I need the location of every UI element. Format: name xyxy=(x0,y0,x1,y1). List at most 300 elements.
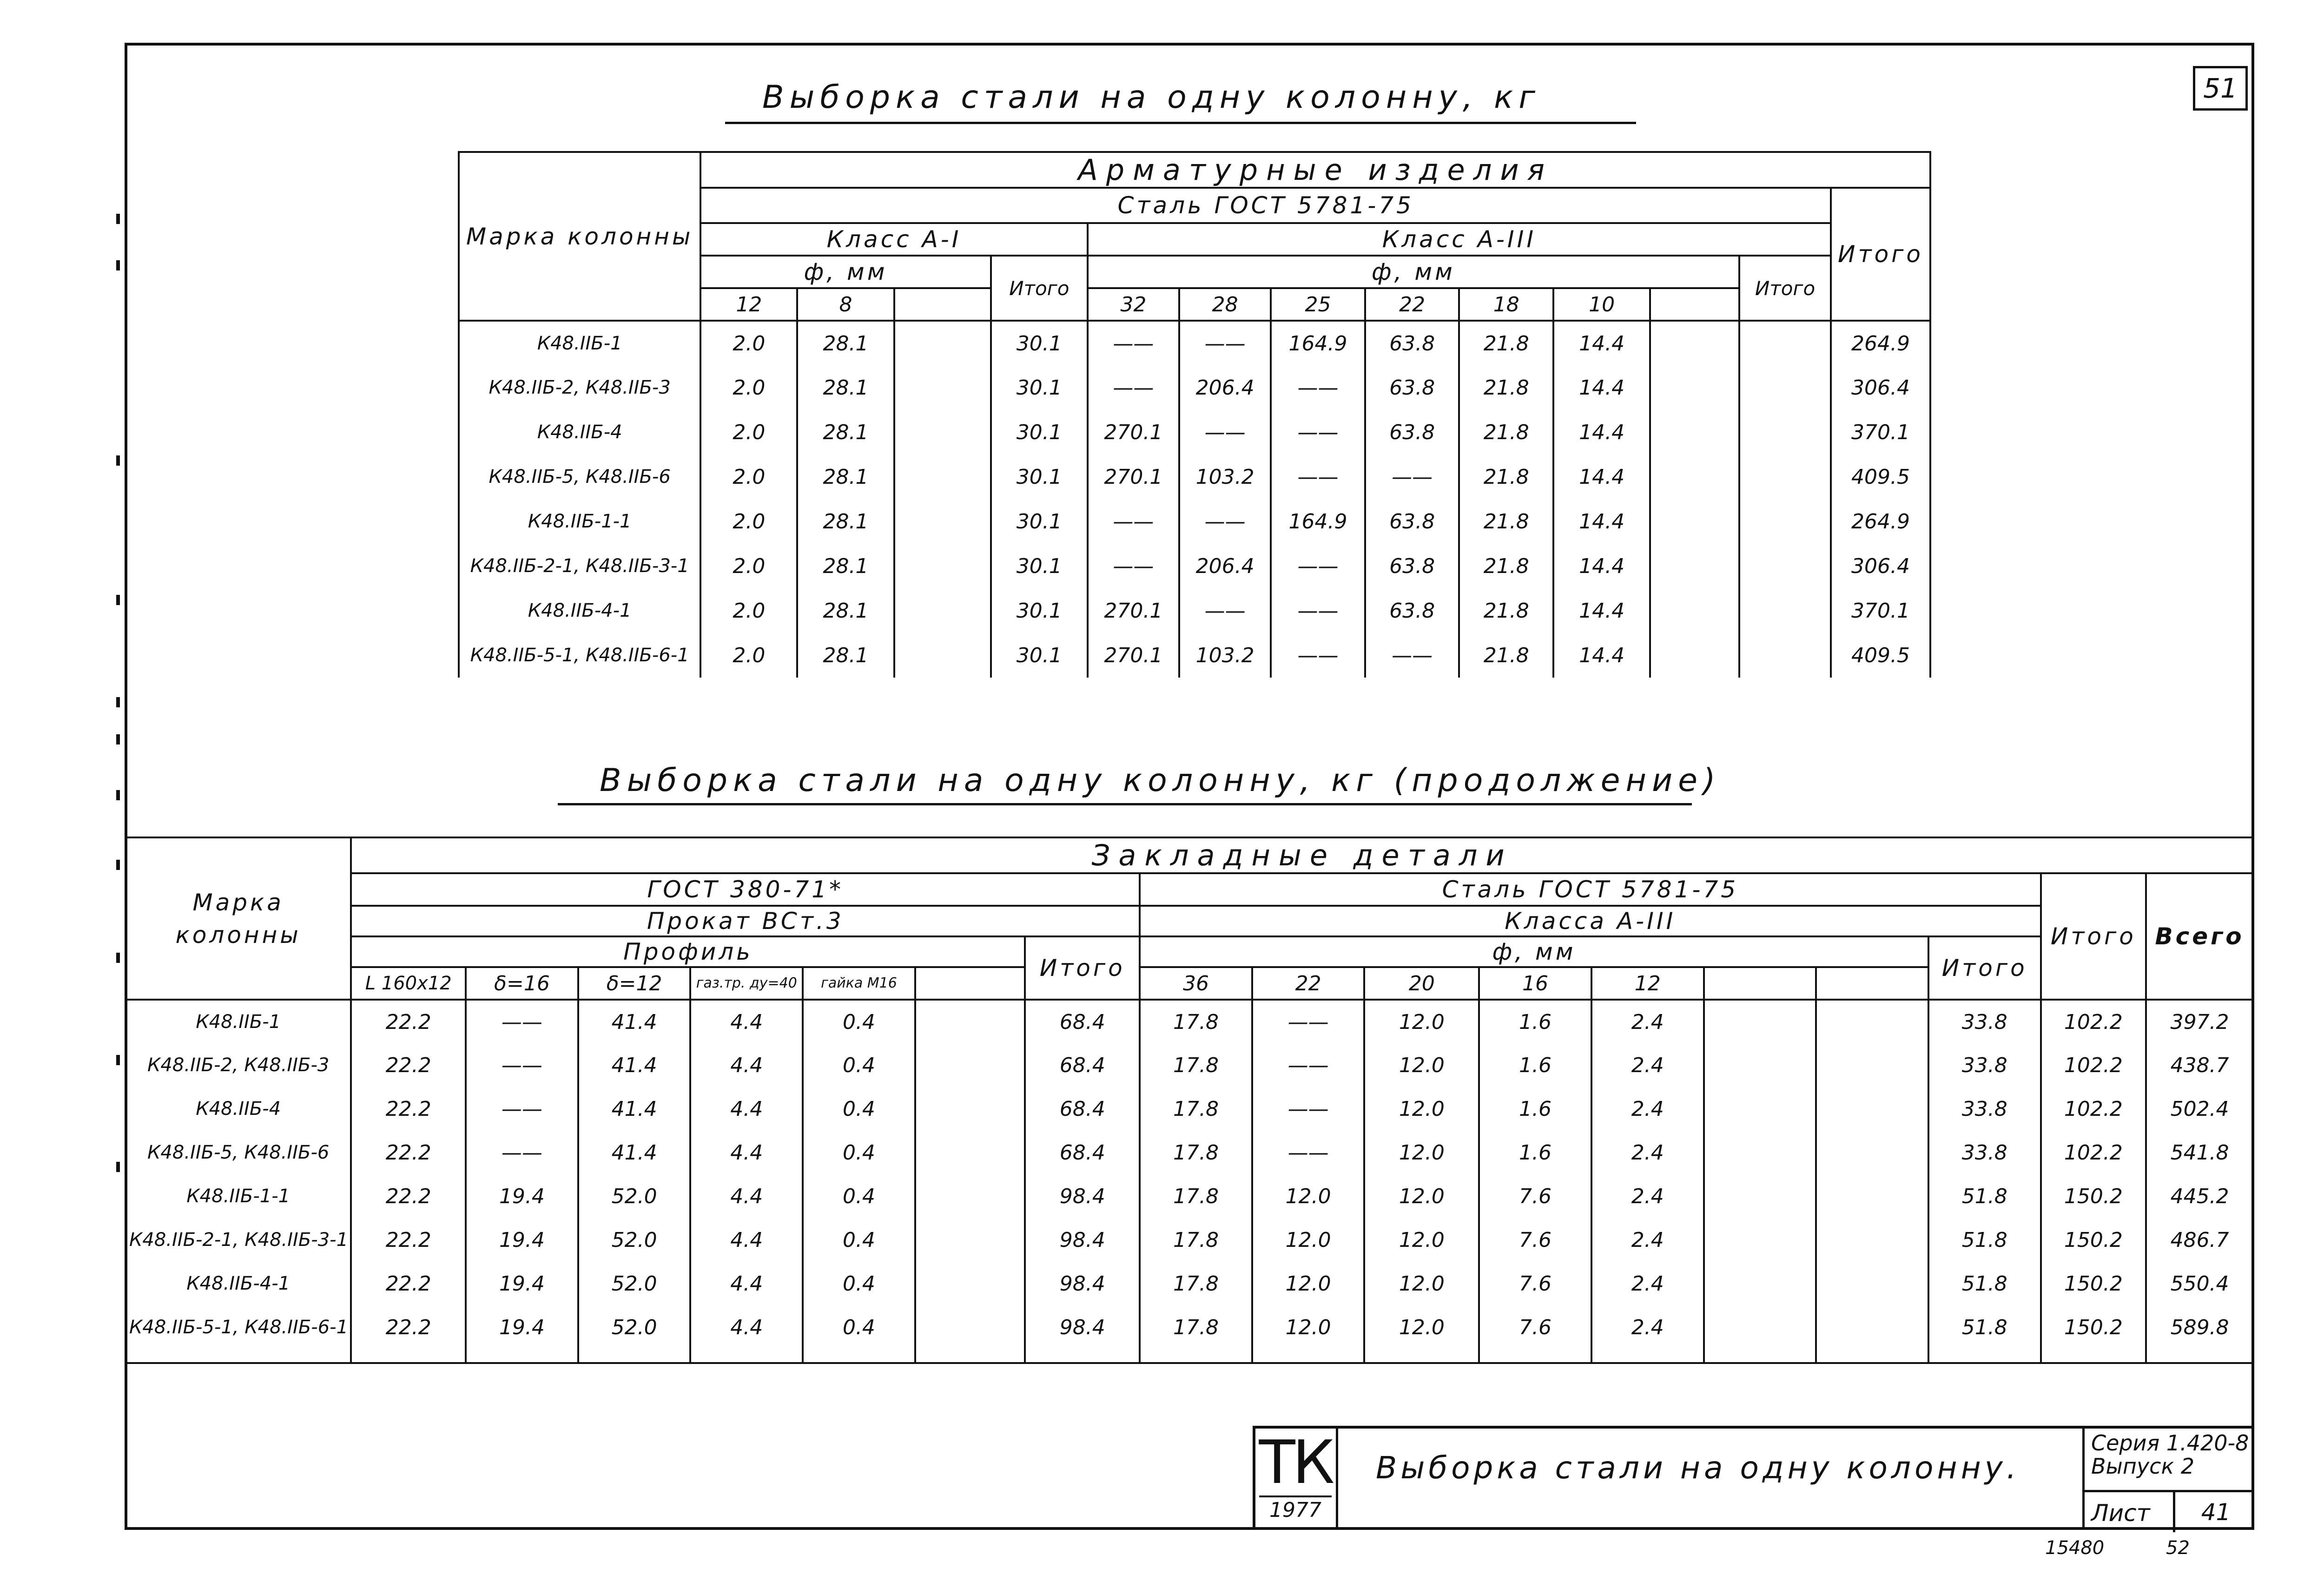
table1-dia-col: 10 xyxy=(1553,288,1650,321)
table1-class3-subtotal: 306.4 xyxy=(1831,544,1930,588)
table2-profile-value: 0.4 xyxy=(803,1131,915,1174)
table1-class3-value: 63.8 xyxy=(1365,321,1459,365)
table1-class3-value: —— xyxy=(1271,365,1365,410)
table2-spacer-cell xyxy=(466,1349,578,1363)
table2-profile-value: 4.4 xyxy=(690,1262,803,1305)
table1-class3-subtotal: 306.4 xyxy=(1831,365,1930,410)
table1-class1-dia-header: ф, мм xyxy=(700,256,990,288)
table2-profile-value: —— xyxy=(466,1043,578,1087)
table2-rebar-value: 12.0 xyxy=(1364,1262,1479,1305)
table2-profile-value: 41.4 xyxy=(578,1087,691,1131)
table1-row xyxy=(459,633,1930,678)
table1-class3-dia-header: ф, мм xyxy=(1088,256,1739,288)
table1-class3-value: —— xyxy=(1365,455,1459,499)
table2-rebar-total: 51.8 xyxy=(1928,1305,2041,1349)
table2-profile-col: δ=16 xyxy=(466,967,578,1000)
table2-mark-cell: К48.IIБ-5, К48.IIБ-6 xyxy=(125,1131,351,1174)
table2-rebar-value xyxy=(1704,1218,1816,1262)
table2-profile-col: δ=12 xyxy=(578,967,691,1000)
table1-class3-value: 21.8 xyxy=(1459,588,1553,633)
table2-dia-col: 22 xyxy=(1252,967,1365,1000)
table2-rebar-value: 12.0 xyxy=(1364,1174,1479,1218)
table2-rebar-total: 51.8 xyxy=(1928,1262,2041,1305)
table1-mark-cell: К48.IIБ-4 xyxy=(459,410,700,455)
table1-class3-value: —— xyxy=(1088,321,1179,365)
table1-row xyxy=(459,455,1930,499)
table2-grand-total: 502.4 xyxy=(2146,1087,2253,1131)
table2-profile-total: 68.4 xyxy=(1025,1043,1140,1087)
table2-spacer-cell xyxy=(2041,1349,2146,1363)
table1-class3-value xyxy=(1650,365,1739,410)
table2-grand-total: 438.7 xyxy=(2146,1043,2253,1087)
table1-class3-header: Класс А-III xyxy=(1088,223,1831,256)
issue-label: Выпуск 2 xyxy=(2091,1454,2195,1479)
table2-dia-header: ф, мм xyxy=(1140,936,1928,967)
table2-spacer-cell xyxy=(125,1349,351,1363)
table1-row xyxy=(459,410,1930,455)
table1-class3-value: 14.4 xyxy=(1553,633,1650,678)
table1-class1-value xyxy=(894,410,991,455)
table2-rebar-total: 33.8 xyxy=(1928,1000,2041,1043)
table2-profile-value: 41.4 xyxy=(578,1000,691,1043)
table2-spacer-cell xyxy=(803,1349,915,1363)
table1-dia-col: 12 xyxy=(700,288,797,321)
table1-class3-value xyxy=(1739,410,1831,455)
table1-mark-header: Марка колонны xyxy=(459,152,700,321)
table1-class3-value: —— xyxy=(1179,410,1271,455)
table2-rebar-value: —— xyxy=(1252,1000,1365,1043)
table2-grand-total-header: Всего xyxy=(2146,873,2253,1000)
table1-title-underline xyxy=(725,122,1636,124)
table1-class3-value: 270.1 xyxy=(1088,455,1179,499)
table1-class3-subtotal: 409.5 xyxy=(1831,455,1930,499)
table2-profile-value xyxy=(915,1262,1025,1305)
table2-mark-cell: К48.IIБ-2-1, К48.IIБ-3-1 xyxy=(125,1218,351,1262)
table2-rebar-value: 2.4 xyxy=(1591,1131,1704,1174)
table1-class3-value xyxy=(1739,588,1831,633)
table2-mark-cell: К48.IIБ-1-1 xyxy=(125,1174,351,1218)
table2-profile-value xyxy=(915,1000,1025,1043)
table1-class3-value xyxy=(1650,544,1739,588)
table2-rebar-value: 17.8 xyxy=(1140,1000,1252,1043)
table1-class3-value: 21.8 xyxy=(1459,544,1553,588)
margin-tick xyxy=(116,1162,120,1172)
table2-group-header: Закладные детали xyxy=(351,837,2253,873)
table2-profile-value: 19.4 xyxy=(466,1305,578,1349)
table2-spacer-cell xyxy=(1364,1349,1479,1363)
table1-class3-value: —— xyxy=(1271,544,1365,588)
table1-class3-value: 21.8 xyxy=(1459,499,1553,544)
table2-spacer-cell xyxy=(1704,1349,1816,1363)
table1-class3-subtotal: 370.1 xyxy=(1831,410,1930,455)
table2-group-total: 102.2 xyxy=(2041,1087,2146,1131)
table1-class1-value xyxy=(894,455,991,499)
table1-class1-subtotal: 30.1 xyxy=(991,588,1088,633)
table2-mark-cell: К48.IIБ-2, К48.IIБ-3 xyxy=(125,1043,351,1087)
table2-row xyxy=(125,1305,2253,1349)
table2-profile-value: —— xyxy=(466,1087,578,1131)
table2-rebar-value xyxy=(1816,1305,1928,1349)
table1-class1-value: 28.1 xyxy=(797,321,894,365)
table2-profile-col xyxy=(915,967,1025,1000)
page-number: 51 xyxy=(2193,66,2248,111)
table2-spacer-cell xyxy=(1479,1349,1591,1363)
table1-class3-value: 21.8 xyxy=(1459,410,1553,455)
table1-dia-col: 8 xyxy=(797,288,894,321)
table1-class3-value: 270.1 xyxy=(1088,410,1179,455)
table1-class1-subtotal: 30.1 xyxy=(991,410,1088,455)
table2-profile-total: 68.4 xyxy=(1025,1000,1140,1043)
table1-class1-value: 28.1 xyxy=(797,633,894,678)
table2-row xyxy=(125,1000,2253,1043)
table1-total-header: Итого xyxy=(1831,188,1930,321)
table2-rebar-value xyxy=(1704,1174,1816,1218)
table2-rebar-value xyxy=(1704,1043,1816,1087)
table2-title: Выборка стали на одну колонну, кг (продолжение) xyxy=(600,762,1721,799)
table1-class3-value: 14.4 xyxy=(1553,365,1650,410)
table2-profile-value: 0.4 xyxy=(803,1262,915,1305)
table2-rebar-value: 2.4 xyxy=(1591,1174,1704,1218)
margin-tick xyxy=(116,734,120,744)
table2-spacer-cell xyxy=(1816,1349,1928,1363)
table1-class1-subtotal: 30.1 xyxy=(991,455,1088,499)
sheet-number: 41 xyxy=(2173,1492,2257,1532)
table2-rebar-value: 12.0 xyxy=(1364,1131,1479,1174)
table2-profile-value: 0.4 xyxy=(803,1218,915,1262)
table1-row xyxy=(459,588,1930,633)
table1-mark-cell: К48.IIБ-5, К48.IIБ-6 xyxy=(459,455,700,499)
table1-class3-value xyxy=(1739,455,1831,499)
table1-class3-value: —— xyxy=(1088,544,1179,588)
table2-profile-total: 68.4 xyxy=(1025,1087,1140,1131)
table2-spacer-cell xyxy=(690,1349,803,1363)
table2-spacer-cell xyxy=(351,1349,466,1363)
table1-class1-value: 2.0 xyxy=(700,499,797,544)
table2-profile-value: 52.0 xyxy=(578,1218,691,1262)
table2-group-total: 150.2 xyxy=(2041,1218,2146,1262)
table2-group-total: 150.2 xyxy=(2041,1305,2146,1349)
table2-row xyxy=(125,1218,2253,1262)
table2-profile-value: 4.4 xyxy=(690,1000,803,1043)
table2-profile-value: 22.2 xyxy=(351,1131,466,1174)
table1-mark-cell: К48.IIБ-1 xyxy=(459,321,700,365)
table2-rebar-value: 1.6 xyxy=(1479,1131,1591,1174)
table2-profile-value: 19.4 xyxy=(466,1174,578,1218)
table2-gost380-header: ГОСТ 380-71* xyxy=(351,873,1140,906)
table2-rebar-value xyxy=(1816,1131,1928,1174)
table2-rebar-value xyxy=(1704,1087,1816,1131)
table1-class3-value: 63.8 xyxy=(1365,588,1459,633)
table1-class1-value xyxy=(894,633,991,678)
margin-tick xyxy=(116,214,120,224)
table2-prokat-header: Прокат ВСт.3 xyxy=(351,906,1140,936)
table2-rebar-value xyxy=(1816,1218,1928,1262)
table1-class3-value xyxy=(1650,633,1739,678)
table2-profile-value: 0.4 xyxy=(803,1043,915,1087)
table2-rebar-value: 2.4 xyxy=(1591,1043,1704,1087)
table1-dia-col xyxy=(894,288,991,321)
table1-steel-header: Сталь ГОСТ 5781-75 xyxy=(700,188,1831,223)
table2-group-total-header: Итого xyxy=(2041,873,2146,1000)
table1-class3-value: 63.8 xyxy=(1365,544,1459,588)
margin-tick xyxy=(116,1055,120,1065)
table2-profile-value: —— xyxy=(466,1000,578,1043)
table1-class3-value: 21.8 xyxy=(1459,321,1553,365)
table1-class3-subtotal: 370.1 xyxy=(1831,588,1930,633)
table1-class3-value xyxy=(1650,455,1739,499)
table2-rebar-value: 2.4 xyxy=(1591,1087,1704,1131)
table1-class1-value: 28.1 xyxy=(797,588,894,633)
table2-profile-value: 41.4 xyxy=(578,1131,691,1174)
table1-class1-value xyxy=(894,365,991,410)
table1-class1-value: 2.0 xyxy=(700,410,797,455)
table1-row xyxy=(459,499,1930,544)
table2-dia-col: 12 xyxy=(1591,967,1704,1000)
table2-rebar-value xyxy=(1704,1000,1816,1043)
table2-profile-total: 68.4 xyxy=(1025,1131,1140,1174)
table2-rebar-value: 1.6 xyxy=(1479,1087,1591,1131)
table1-class3-value: 21.8 xyxy=(1459,455,1553,499)
table1-class1-value: 2.0 xyxy=(700,455,797,499)
table2-rebar-value xyxy=(1816,1000,1928,1043)
table1-row xyxy=(459,321,1930,365)
table1-group-header: Арматурные изделия xyxy=(700,152,1930,188)
table2-mark-header: Марка колонны xyxy=(125,837,351,1000)
table2-rebar-value: 17.8 xyxy=(1140,1087,1252,1131)
table2-rebar-value: 12.0 xyxy=(1252,1305,1365,1349)
table1-class3-value: 63.8 xyxy=(1365,410,1459,455)
table1-dia-col: 32 xyxy=(1088,288,1179,321)
table2-rebar-value: 17.8 xyxy=(1140,1262,1252,1305)
table2-rebar-value: 12.0 xyxy=(1252,1174,1365,1218)
table1-dia-col: 22 xyxy=(1365,288,1459,321)
table1-class3-value: 14.4 xyxy=(1553,544,1650,588)
table1-class3-subtotal: 409.5 xyxy=(1831,633,1930,678)
table1-class3-value xyxy=(1739,544,1831,588)
table1-class3-value: 14.4 xyxy=(1553,455,1650,499)
table1-dia-col: 25 xyxy=(1271,288,1365,321)
table2-rebar-value: —— xyxy=(1252,1087,1365,1131)
table2-rebar-value: 17.8 xyxy=(1140,1218,1252,1262)
table2-mark-cell: К48.IIБ-1 xyxy=(125,1000,351,1043)
table2-rebar-value: 1.6 xyxy=(1479,1000,1591,1043)
table2-mark-cell: К48.IIБ-4-1 xyxy=(125,1262,351,1305)
table2-spacer-cell xyxy=(578,1349,691,1363)
margin-tick xyxy=(116,790,120,800)
table2-steel-header: Сталь ГОСТ 5781-75 xyxy=(1140,873,2040,906)
table2-profile-value: 22.2 xyxy=(351,1174,466,1218)
table2-profile-value: 22.2 xyxy=(351,1218,466,1262)
table2-profile-value: 4.4 xyxy=(690,1043,803,1087)
table1-class3-value: 103.2 xyxy=(1179,633,1271,678)
table2-dia-col: 36 xyxy=(1140,967,1252,1000)
table2-profile-value: 52.0 xyxy=(578,1174,691,1218)
table1-class3-value: 21.8 xyxy=(1459,365,1553,410)
table2-profile-total-header: Итого xyxy=(1025,936,1140,1000)
margin-tick xyxy=(116,860,120,870)
table2-row xyxy=(125,1087,2253,1131)
table2-rebar-value: 2.4 xyxy=(1591,1218,1704,1262)
table2-rebar-value: 17.8 xyxy=(1140,1305,1252,1349)
table2-group-total: 102.2 xyxy=(2041,1043,2146,1087)
table2-group-total: 102.2 xyxy=(2041,1000,2146,1043)
table1-row xyxy=(459,365,1930,410)
table2-rebar-value xyxy=(1816,1262,1928,1305)
table2-rebar-value xyxy=(1704,1305,1816,1349)
title-block-info xyxy=(2082,1429,2254,1530)
table2-spacer-cell xyxy=(915,1349,1025,1363)
tk-divider xyxy=(1259,1495,1332,1497)
table2-rebar-value: 17.8 xyxy=(1140,1131,1252,1174)
table2-rebar-value: —— xyxy=(1252,1043,1365,1087)
table2-spacer-cell xyxy=(2146,1349,2253,1363)
table1-class3-value: —— xyxy=(1365,633,1459,678)
table2-spacer-cell xyxy=(1591,1349,1704,1363)
table2-profile-value: 22.2 xyxy=(351,1087,466,1131)
table1-class3-value: 14.4 xyxy=(1553,588,1650,633)
table1-class1-value: 2.0 xyxy=(700,633,797,678)
table1-class3-value: —— xyxy=(1271,410,1365,455)
table1-mark-cell: К48.IIБ-5-1, К48.IIБ-6-1 xyxy=(459,633,700,678)
table1-class3-subtotal: 264.9 xyxy=(1831,499,1930,544)
table1-class3-value: 270.1 xyxy=(1088,588,1179,633)
table1-class3-value: 164.9 xyxy=(1271,321,1365,365)
table1-class3-value: 14.4 xyxy=(1553,410,1650,455)
table1-class1-value xyxy=(894,321,991,365)
table1-class3-value: 206.4 xyxy=(1179,365,1271,410)
table1-class3-value: —— xyxy=(1271,633,1365,678)
table2-profile-value: 22.2 xyxy=(351,1305,466,1349)
table2-spacer-cell xyxy=(1928,1349,2041,1363)
table1-class3-value: 14.4 xyxy=(1553,321,1650,365)
table1-class3-subtotal-header: Итого xyxy=(1739,256,1831,321)
table2-profile-value: 0.4 xyxy=(803,1174,915,1218)
table2-rebar-value: 7.6 xyxy=(1479,1262,1591,1305)
table2-dia-col xyxy=(1704,967,1816,1000)
table1-row xyxy=(459,544,1930,588)
table2-row xyxy=(125,1131,2253,1174)
table2-spacer-row xyxy=(125,1349,2253,1363)
table2-rebar-value: —— xyxy=(1252,1131,1365,1174)
table2-rebar-value: 17.8 xyxy=(1140,1174,1252,1218)
table2-rebar-value xyxy=(1704,1131,1816,1174)
table2-profile-value: 22.2 xyxy=(351,1262,466,1305)
table1-class1-value: 28.1 xyxy=(797,365,894,410)
table2-profile-value: 4.4 xyxy=(690,1087,803,1131)
table1-class1-value: 28.1 xyxy=(797,544,894,588)
table2-grand-total: 486.7 xyxy=(2146,1218,2253,1262)
table1-class3-value xyxy=(1650,410,1739,455)
table1-class3-value xyxy=(1650,321,1739,365)
table2-row xyxy=(125,1262,2253,1305)
table1-class1-value: 2.0 xyxy=(700,544,797,588)
table2-profile-value xyxy=(915,1218,1025,1262)
table1-title: Выборка стали на одну колонну, кг xyxy=(762,79,1541,116)
title-block-title: Выборка стали на одну колонну. xyxy=(1376,1450,2020,1486)
table2-profile-col: газ.тр. ду=40 xyxy=(690,967,803,1000)
table1-class3-value: 21.8 xyxy=(1459,633,1553,678)
table2-rebar-value xyxy=(1704,1262,1816,1305)
table1-mark-cell: К48.IIБ-2, К48.IIБ-3 xyxy=(459,365,700,410)
table2-profile-value: 22.2 xyxy=(351,1000,466,1043)
table2-rebar-value: 12.0 xyxy=(1252,1262,1365,1305)
table2-rebar-value: 7.6 xyxy=(1479,1218,1591,1262)
table1-dia-col: 18 xyxy=(1459,288,1553,321)
table1-class1-value xyxy=(894,499,991,544)
table1-class1-subtotal: 30.1 xyxy=(991,544,1088,588)
table2-spacer-cell xyxy=(1025,1349,1140,1363)
table1-class1-value: 28.1 xyxy=(797,455,894,499)
table1-class3-value xyxy=(1650,588,1739,633)
table2-profile-value: 4.4 xyxy=(690,1218,803,1262)
table1-class3-value: 206.4 xyxy=(1179,544,1271,588)
table2-rebar-total: 33.8 xyxy=(1928,1087,2041,1131)
table1-class1-subtotal: 30.1 xyxy=(991,633,1088,678)
table1-class3-value: —— xyxy=(1271,588,1365,633)
table1-dia-col xyxy=(1650,288,1739,321)
table2-rebar-total: 33.8 xyxy=(1928,1131,2041,1174)
table2-rebar-total: 51.8 xyxy=(1928,1174,2041,1218)
table2-dia-col: 16 xyxy=(1479,967,1591,1000)
table2-profile-value xyxy=(915,1043,1025,1087)
sheet-row xyxy=(2085,1490,2254,1532)
table2-profile-value: 19.4 xyxy=(466,1262,578,1305)
table2-dia-col: 20 xyxy=(1364,967,1479,1000)
table2-rebar-value: 12.0 xyxy=(1364,1305,1479,1349)
table2-profile-value xyxy=(915,1174,1025,1218)
table2-profile-header: Профиль xyxy=(351,936,1025,967)
table2-profile-value xyxy=(915,1131,1025,1174)
table2-profile-value: 0.4 xyxy=(803,1000,915,1043)
tk-year: 1977 xyxy=(1269,1498,1321,1522)
table1-class1-header: Класс А-I xyxy=(700,223,1088,256)
table2-profile-total: 98.4 xyxy=(1025,1174,1140,1218)
table2-spacer-cell xyxy=(1140,1349,1252,1363)
series-label: Серия 1.420-8 xyxy=(2091,1430,2249,1456)
table1-class1-value xyxy=(894,588,991,633)
table2-rebar-value: 12.0 xyxy=(1364,1043,1479,1087)
table2-rebar-value: 1.6 xyxy=(1479,1043,1591,1087)
table1-class1-subtotal: 30.1 xyxy=(991,499,1088,544)
table1-class3-value: —— xyxy=(1179,499,1271,544)
table2-rebar-value: 2.4 xyxy=(1591,1305,1704,1349)
table2-group-total: 150.2 xyxy=(2041,1174,2146,1218)
table2-rebar-total: 33.8 xyxy=(1928,1043,2041,1087)
table1-class3-value: —— xyxy=(1179,321,1271,365)
table2 xyxy=(125,837,2254,1364)
table2-profile-value: 41.4 xyxy=(578,1043,691,1087)
table2-row xyxy=(125,1043,2253,1087)
table1-class3-value: —— xyxy=(1179,588,1271,633)
table2-rebar-value xyxy=(1816,1043,1928,1087)
table1-class3-value xyxy=(1739,633,1831,678)
margin-tick xyxy=(116,260,120,270)
table1-class1-value: 2.0 xyxy=(700,365,797,410)
table1-mark-cell: К48.IIБ-1-1 xyxy=(459,499,700,544)
table1-class3-value: —— xyxy=(1271,455,1365,499)
table2-grand-total: 550.4 xyxy=(2146,1262,2253,1305)
table1-class3-value: 14.4 xyxy=(1553,499,1650,544)
table2-rebar-value: 12.0 xyxy=(1364,1000,1479,1043)
table2-profile-col: L 160x12 xyxy=(351,967,466,1000)
table2-rebar-total: 51.8 xyxy=(1928,1218,2041,1262)
table2-spacer-cell xyxy=(1252,1349,1365,1363)
table2-grand-total: 445.2 xyxy=(2146,1174,2253,1218)
table2-grand-total: 589.8 xyxy=(2146,1305,2253,1349)
table1-dia-col: 28 xyxy=(1179,288,1271,321)
table1-class1-value xyxy=(894,544,991,588)
table1-class1-subtotal: 30.1 xyxy=(991,365,1088,410)
